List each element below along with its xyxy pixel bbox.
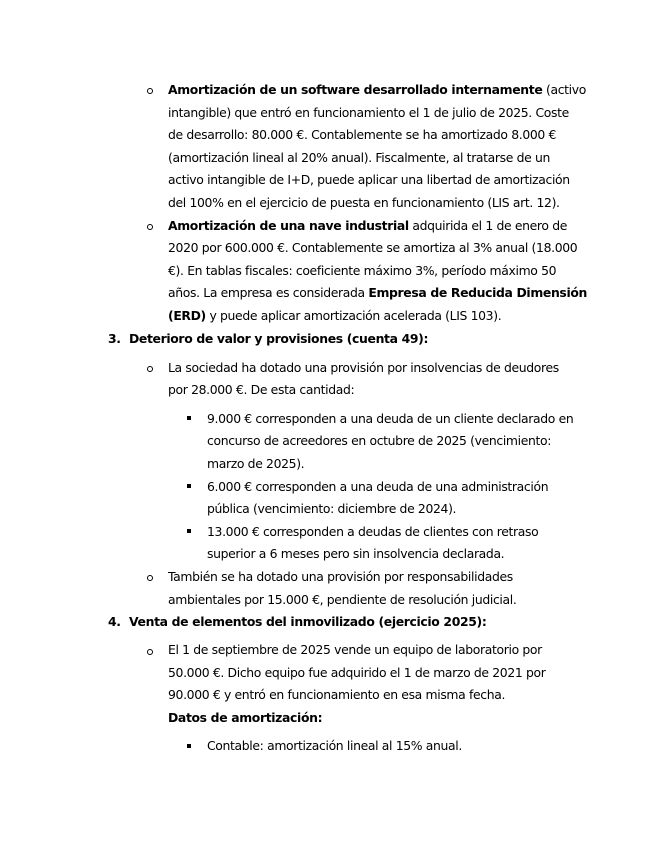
subitem-text: 6.000 € corresponden a una deuda de una administración: [207, 479, 549, 494]
item-text: años. La empresa es considerada: [168, 285, 369, 300]
square-bullet-icon: [187, 529, 191, 533]
subitem-text: concurso de acreedores en octubre de 2025 (vencimiento:: [207, 433, 552, 448]
item-text: ambientales por 15.000 €, pendiente de resolución judicial.: [168, 592, 517, 607]
circle-bullet-icon: [147, 649, 153, 655]
item-text: por 28.000 €. De esta cantidad:: [168, 382, 355, 397]
subheading: Datos de amortización:: [168, 710, 323, 725]
item-text: y puede aplicar amortización acelerada (LIS 103).: [205, 308, 502, 323]
circle-bullet-icon: [147, 224, 153, 230]
item-text: (amortización lineal al 20% anual). Fiscalmente, al tratarse de un: [168, 150, 551, 165]
item-lead: Amortización de un software desarrollado internamente: [168, 82, 543, 97]
subitem-text: pública (vencimiento: diciembre de 2024).: [207, 501, 457, 516]
section-number: 4.: [108, 614, 121, 629]
item-lead: Amortización de una nave industrial: [168, 218, 409, 233]
square-bullet-icon: [187, 416, 191, 420]
subitem-text: 9.000 € corresponden a una deuda de un cliente declarado en: [207, 411, 574, 426]
item-text: €). En tablas fiscales: coeficiente máximo 3%, período máximo 50: [168, 263, 557, 278]
subitem-text: Contable: amortización lineal al 15% anual.: [207, 738, 462, 753]
subitem-text: marzo de 2025).: [207, 456, 305, 471]
item-emphasis: Empresa de Reducida Dimensión: [368, 285, 587, 300]
circle-bullet-icon: [147, 366, 153, 372]
circle-bullet-icon: [147, 575, 153, 581]
item-text: La sociedad ha dotado una provisión por insolvencias de deudores: [168, 360, 559, 375]
item-text: 50.000 €. Dicho equipo fue adquirido el 1 de marzo de 2021 por: [168, 665, 546, 680]
item-text: adquirida el 1 de enero de: [408, 218, 567, 233]
circle-bullet-icon: [147, 88, 153, 94]
item-text: El 1 de septiembre de 2025 vende un equipo de laboratorio por: [168, 642, 542, 657]
item-text: (activo: [542, 82, 586, 97]
square-bullet-icon: [187, 484, 191, 488]
item-text: de desarrollo: 80.000 €. Contablemente se ha amortizado 8.000 €: [168, 127, 557, 142]
subitem-text: 13.000 € corresponden a deudas de clientes con retraso: [207, 524, 539, 539]
item-text: También se ha dotado una provisión por responsabilidades: [168, 569, 513, 584]
item-text: activo intangible de I+D, puede aplicar una libertad de amortización: [168, 172, 570, 187]
item-emphasis: (ERD): [168, 308, 206, 323]
subitem-text: superior a 6 meses pero sin insolvencia declarada.: [207, 546, 505, 561]
section-heading: Deterioro de valor y provisiones (cuenta 49):: [129, 331, 429, 346]
item-text: del 100% en el ejercicio de puesta en funcionamiento (LIS art. 12).: [168, 195, 560, 210]
section-number: 3.: [108, 331, 121, 346]
item-text: 90.000 € y entró en funcionamiento en esa misma fecha.: [168, 687, 506, 702]
item-text: intangible) que entró en funcionamiento el 1 de julio de 2025. Coste: [168, 105, 569, 120]
section-heading: Venta de elementos del inmovilizado (ejercicio 2025):: [129, 614, 487, 629]
square-bullet-icon: [187, 744, 191, 748]
item-text: 2020 por 600.000 €. Contablemente se amortiza al 3% anual (18.000: [168, 240, 578, 255]
